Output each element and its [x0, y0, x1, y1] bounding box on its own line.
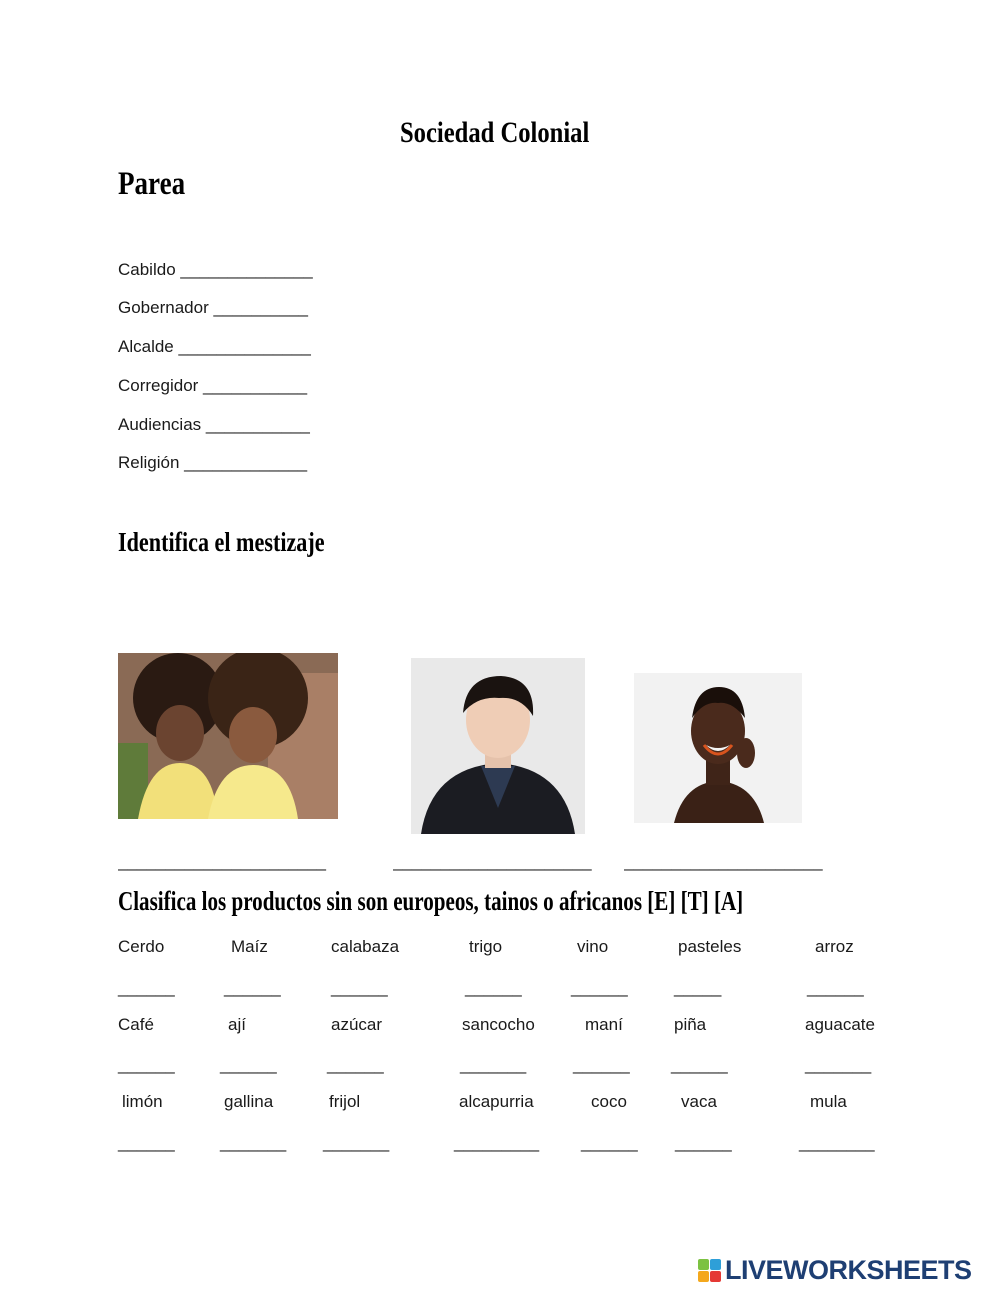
product-answer-blank[interactable]: ______ — [224, 978, 281, 997]
page-title: Sociedad Colonial — [400, 116, 590, 149]
match-item-religion[interactable]: Religión _____________ — [118, 453, 308, 472]
product-answer-blank[interactable]: ______ — [573, 1055, 630, 1074]
product-word: aguacate — [805, 1015, 875, 1034]
product-answer-blank[interactable]: ______ — [581, 1133, 638, 1152]
product-answer-blank[interactable]: ______ — [220, 1055, 277, 1074]
product-answer-blank[interactable]: _________ — [454, 1133, 540, 1152]
product-answer-blank[interactable]: ______ — [571, 978, 628, 997]
liveworksheets-logo-icon — [698, 1259, 721, 1282]
answer-line-photo-3[interactable]: _____________________ — [624, 852, 823, 871]
photo-smiling-woman — [634, 673, 802, 823]
product-answer-blank[interactable]: _______ — [323, 1133, 390, 1152]
product-word: frijol — [329, 1092, 361, 1111]
product-word: coco — [591, 1092, 627, 1111]
match-item-corregidor[interactable]: Corregidor ___________ — [118, 376, 308, 395]
product-answer-blank[interactable]: ______ — [327, 1055, 384, 1074]
product-word: Cerdo — [118, 937, 165, 956]
product-answer-blank[interactable]: ______ — [807, 978, 864, 997]
match-item-cabildo[interactable]: Cabildo ______________ — [118, 260, 313, 279]
product-answer-blank[interactable]: ______ — [118, 1055, 175, 1074]
answer-line-photo-1[interactable]: ______________________ — [118, 852, 327, 871]
product-word: ají — [228, 1015, 246, 1034]
section-heading-clasifica: Clasifica los productos sin son europeos, tainos o africanos [E] [T] [A] — [118, 886, 744, 916]
product-word: vino — [577, 937, 609, 956]
photo-two-girls — [118, 653, 338, 819]
product-word: trigo — [469, 937, 503, 956]
match-item-audiencias[interactable]: Audiencias ___________ — [118, 415, 310, 434]
product-word: limón — [122, 1092, 163, 1111]
product-answer-blank[interactable]: ________ — [799, 1133, 875, 1152]
match-item-gobernador[interactable]: Gobernador __________ — [118, 298, 308, 317]
product-word: maní — [585, 1015, 623, 1034]
logo-square — [698, 1259, 709, 1270]
product-word: alcapurria — [459, 1092, 534, 1111]
product-answer-blank[interactable]: _______ — [220, 1133, 287, 1152]
logo-square — [710, 1271, 721, 1282]
product-answer-blank[interactable]: _____ — [674, 978, 722, 997]
photo-young-man — [411, 658, 585, 834]
product-word: Maíz — [231, 937, 268, 956]
product-answer-blank[interactable]: ______ — [118, 978, 175, 997]
section-heading-parea: Parea — [118, 166, 186, 202]
product-word: vaca — [681, 1092, 717, 1111]
product-word: arroz — [815, 937, 854, 956]
product-word: mula — [810, 1092, 847, 1111]
product-answer-blank[interactable]: ______ — [465, 978, 522, 997]
answer-line-photo-2[interactable]: _____________________ — [393, 852, 592, 871]
product-word: sancocho — [462, 1015, 535, 1034]
product-word: azúcar — [331, 1015, 383, 1034]
product-word: piña — [674, 1015, 707, 1034]
product-answer-blank[interactable]: ______ — [671, 1055, 728, 1074]
logo-square — [710, 1259, 721, 1270]
product-answer-blank[interactable]: ______ — [331, 978, 388, 997]
product-answer-blank[interactable]: ______ — [675, 1133, 732, 1152]
liveworksheets-brand — [698, 1254, 972, 1286]
match-item-alcalde[interactable]: Alcalde ______________ — [118, 337, 311, 356]
product-word: Café — [118, 1015, 154, 1034]
product-answer-blank[interactable]: _______ — [805, 1055, 872, 1074]
logo-square — [698, 1271, 709, 1282]
product-answer-blank[interactable]: _______ — [460, 1055, 527, 1074]
product-answer-blank[interactable]: ______ — [118, 1133, 175, 1152]
section-heading-identifica: Identifica el mestizaje — [118, 527, 325, 557]
product-word: gallina — [224, 1092, 274, 1111]
liveworksheets-wordmark: LIVEWORKSHEETS — [725, 1254, 972, 1285]
product-word: pasteles — [678, 937, 742, 956]
product-word: calabaza — [331, 937, 400, 956]
